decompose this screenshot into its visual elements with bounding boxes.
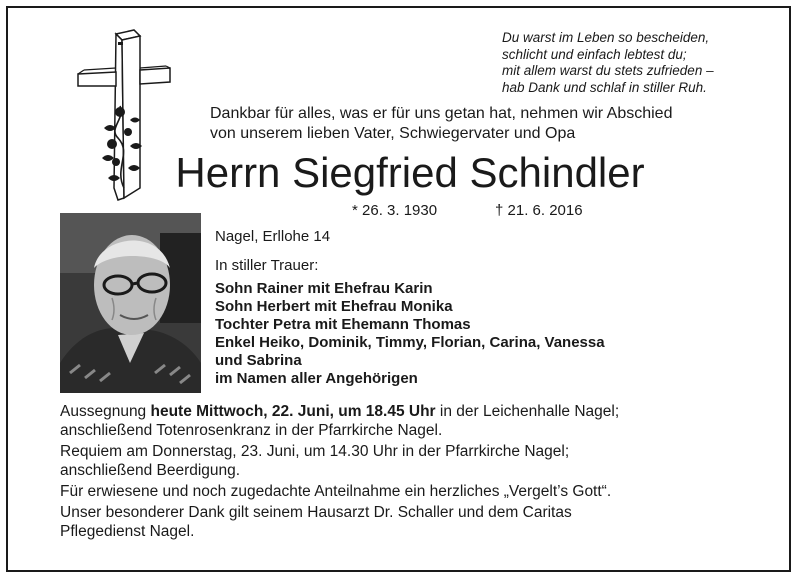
intro-text — [210, 104, 672, 144]
service-details — [60, 402, 760, 543]
thanks-line: Für erwiesene und noch zugedachte Anteilnahme ein herzliches „Vergelt’s Gott“. — [60, 483, 612, 500]
special-thanks-line: Pflegedienst Nagel. — [60, 523, 195, 540]
requiem-line: Requiem am Donnerstag, 23. Juni, um 14.30 Uhr in der Pfarrkirche Nagel; — [60, 443, 570, 460]
blessing-time: heute Mittwoch, 22. Juni, um 18.45 Uhr — [150, 403, 436, 420]
mourner-line: Sohn Herbert mit Ehefrau Monika — [215, 298, 453, 315]
poem-line: hab Dank und schlaf in stiller Ruh. — [502, 79, 707, 95]
special-thanks-line: Unser besonderer Dank gilt seinem Hausarzt Dr. Schaller und dem Caritas — [60, 504, 572, 521]
mourner-line: und Sabrina — [215, 352, 302, 369]
blessing-prefix: Aussegnung — [60, 403, 151, 420]
blessing-paragraph — [60, 402, 760, 440]
poem-line: schlicht und einfach lebtest du; — [502, 46, 687, 62]
thanks-paragraph — [60, 482, 760, 501]
blessing-place: in der Leichenhalle Nagel; — [435, 403, 620, 420]
burial-line: anschließend Beerdigung. — [60, 462, 241, 479]
intro-line: Dankbar für alles, was er für uns getan hat, nehmen wir Abschied — [210, 105, 673, 122]
requiem-paragraph — [60, 442, 760, 480]
portrait-photo — [60, 213, 201, 393]
poem-line: mit allem warst du stets zufrieden – — [502, 63, 714, 78]
birth-date: * 26. 3. 1930 — [352, 202, 438, 219]
mourner-line: Tochter Petra mit Ehemann Thomas — [215, 316, 471, 333]
mourner-line: im Namen aller Angehörigen — [215, 370, 418, 387]
address: Nagel, Erllohe 14 — [215, 228, 331, 245]
poem-line: Du warst im Leben so bescheiden, — [502, 30, 710, 45]
deceased-name: Herrn Siegfried Schindler — [175, 149, 645, 196]
mourner-line: Enkel Heiko, Dominik, Timmy, Florian, Carina, Vanessa — [215, 334, 605, 351]
mourners-title: In stiller Trauer: — [215, 257, 319, 274]
mourner-line: Sohn Rainer mit Ehefrau Karin — [215, 280, 433, 297]
death-date: † 21. 6. 2016 — [495, 202, 583, 219]
mourners-list — [215, 280, 605, 388]
intro-line: von unserem lieben Vater, Schwiegervater und Opa — [210, 125, 576, 142]
poem — [502, 30, 772, 96]
special-thanks-paragraph — [60, 503, 760, 541]
rosary-line: anschließend Totenrosenkranz in der Pfarrkirche Nagel. — [60, 422, 443, 439]
